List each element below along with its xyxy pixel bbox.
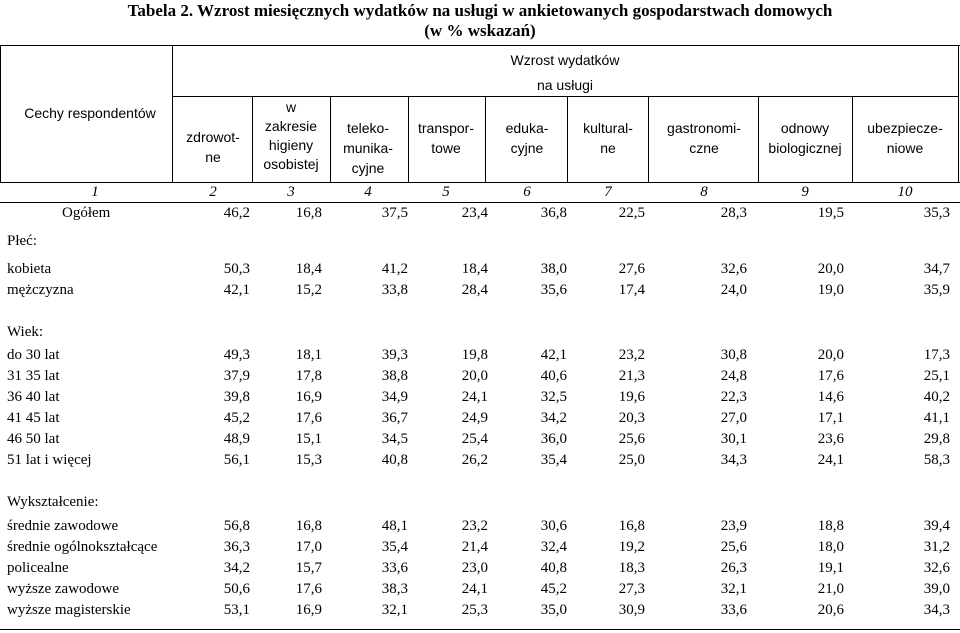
value-cell: 17,0 (295, 539, 322, 555)
value-cell: 56,8 (223, 518, 250, 534)
value-cell: 25,6 (618, 431, 645, 447)
value-cell: 24,1 (817, 452, 844, 468)
column-header-line: higieny (268, 137, 314, 153)
value-cell: 33,6 (381, 560, 408, 576)
value-cell: 36,3 (223, 539, 250, 555)
row-label: do 30 lat (7, 347, 60, 363)
value-cell: 27,0 (720, 410, 747, 426)
value-cell: 35,9 (923, 282, 950, 298)
column-header-line: biologicznej (768, 140, 842, 156)
value-cell: 38,8 (381, 368, 408, 384)
row-label: wyższe zawodowe (7, 581, 120, 597)
row-label: średnie ogólnokształcące (7, 539, 158, 555)
value-cell: 25,3 (461, 602, 488, 618)
value-cell: 48,9 (223, 431, 250, 447)
value-cell: 38,0 (540, 261, 567, 277)
value-cell: 46,2 (223, 205, 250, 221)
row-label: 51 lat i więcej (7, 452, 92, 468)
column-header-line: gastronomi- (667, 120, 741, 136)
value-cell: 50,6 (223, 581, 250, 597)
value-cell: 24,1 (461, 581, 488, 597)
value-cell: 18,0 (817, 539, 844, 555)
value-cell: 21,3 (618, 368, 645, 384)
column-header-line: teleko- (346, 120, 390, 136)
value-cell: 24,8 (720, 368, 747, 384)
value-cell: 25,1 (923, 368, 950, 384)
value-cell: 15,3 (295, 452, 322, 468)
value-cell: 25,4 (461, 431, 488, 447)
value-cell: 19,2 (618, 539, 645, 555)
value-cell: 21,0 (817, 581, 844, 597)
section-title: Wykształcenie: (7, 494, 99, 510)
column-header-line: cyjne (351, 160, 385, 176)
value-cell: 34,3 (720, 452, 747, 468)
value-cell: 32,6 (720, 261, 747, 277)
value-cell: 17,8 (295, 368, 322, 384)
value-cell: 23,6 (817, 431, 844, 447)
value-cell: 14,6 (817, 389, 844, 405)
value-cell: 30,8 (720, 347, 747, 363)
value-cell: 35,6 (540, 282, 567, 298)
column-header-line: transpor- (417, 120, 475, 136)
value-cell: 17,1 (817, 410, 844, 426)
value-cell: 20,3 (618, 410, 645, 426)
column-header (857, 118, 953, 158)
value-cell: 23,0 (461, 560, 488, 576)
table-title-line-2: (w % wskazań) (424, 21, 536, 40)
column-header-line: ne (205, 149, 221, 165)
row-label: 36 40 lat (7, 389, 60, 405)
row-label: kobieta (7, 261, 52, 277)
value-cell: 23,9 (720, 518, 747, 534)
value-cell: 19,0 (817, 282, 844, 298)
column-header-line: w (285, 99, 297, 115)
total-row-label: Ogółem (62, 205, 111, 221)
column-header-line: osobistej (263, 156, 319, 172)
group-header-line-1: Wzrost wydatków (510, 52, 620, 68)
value-cell: 18,1 (295, 347, 322, 363)
value-cell: 17,3 (923, 347, 950, 363)
column-header-line: niowe (886, 140, 924, 156)
value-cell: 18,4 (295, 261, 322, 277)
value-cell: 16,9 (295, 389, 322, 405)
value-cell: 18,4 (461, 261, 488, 277)
rule-bottom (0, 629, 960, 630)
value-cell: 40,6 (540, 368, 567, 384)
value-cell: 39,8 (223, 389, 250, 405)
value-cell: 36,8 (540, 205, 567, 221)
value-cell: 53,1 (223, 602, 250, 618)
column-header-line: zakresie (264, 118, 318, 134)
value-cell: 23,4 (461, 205, 488, 221)
value-cell: 16,8 (295, 518, 322, 534)
value-cell: 27,6 (618, 261, 645, 277)
value-cell: 24,0 (720, 282, 747, 298)
column-header (656, 118, 752, 158)
row-label: 41 45 lat (7, 410, 60, 426)
value-cell: 19,6 (618, 389, 645, 405)
table-title-line-1: Tabela 2. Wzrost miesięcznych wydatków na usługi w ankietowanych gospodarstwach domowych (127, 1, 833, 20)
value-cell: 33,6 (720, 602, 747, 618)
column-number: 2 (209, 184, 217, 200)
value-cell: 32,1 (720, 581, 747, 597)
row-label: średnie zawodowe (7, 518, 119, 534)
row-label: policealne (7, 560, 69, 576)
value-cell: 58,3 (923, 452, 950, 468)
value-cell: 29,8 (923, 431, 950, 447)
column-header-line: kultural- (583, 120, 633, 136)
value-cell: 25,6 (720, 539, 747, 555)
column-header-line: munika- (343, 140, 393, 156)
value-cell: 21,4 (461, 539, 488, 555)
column-header (757, 118, 853, 158)
value-cell: 24,1 (461, 389, 488, 405)
value-cell: 31,2 (923, 539, 950, 555)
value-cell: 16,9 (295, 602, 322, 618)
value-cell: 20,6 (817, 602, 844, 618)
value-cell: 40,8 (540, 560, 567, 576)
row-label: 46 50 lat (7, 431, 60, 447)
row-label: 31 35 lat (7, 368, 60, 384)
value-cell: 37,5 (381, 205, 408, 221)
value-cell: 34,3 (923, 602, 950, 618)
value-cell: 15,7 (295, 560, 322, 576)
value-cell: 20,0 (461, 368, 488, 384)
column-header-line: towe (431, 140, 461, 156)
value-cell: 17,6 (295, 581, 322, 597)
value-cell: 49,3 (223, 347, 250, 363)
column-number: 6 (523, 184, 531, 200)
section-title: Wiek: (7, 324, 44, 340)
column-number: 3 (287, 184, 295, 200)
value-cell: 32,4 (540, 539, 567, 555)
value-cell: 40,8 (381, 452, 408, 468)
section-title: Płeć: (7, 233, 37, 249)
value-cell: 33,8 (381, 282, 408, 298)
column-number: 7 (604, 184, 612, 200)
value-cell: 30,9 (618, 602, 645, 618)
value-cell: 26,3 (720, 560, 747, 576)
value-cell: 22,3 (720, 389, 747, 405)
value-cell: 16,8 (618, 518, 645, 534)
value-cell: 17,6 (817, 368, 844, 384)
column-header-line: ne (600, 140, 616, 156)
value-cell: 34,2 (223, 560, 250, 576)
value-cell: 42,1 (540, 347, 567, 363)
column-header-line: cyjne (510, 140, 544, 156)
value-cell: 19,8 (461, 347, 488, 363)
column-header-line: eduka- (505, 120, 549, 136)
value-cell: 25,0 (618, 452, 645, 468)
column-number: 10 (897, 184, 913, 200)
value-cell: 41,2 (381, 261, 408, 277)
value-cell: 35,3 (923, 205, 950, 221)
value-cell: 45,2 (540, 581, 567, 597)
column-header-line: zdrowot- (186, 129, 240, 145)
value-cell: 34,7 (923, 261, 950, 277)
group-header-line-2: na usługi (536, 77, 594, 93)
value-cell: 22,5 (618, 205, 645, 221)
row-label: wyższe magisterskie (7, 602, 131, 618)
value-cell: 45,2 (223, 410, 250, 426)
value-cell: 32,1 (381, 602, 408, 618)
rule-top (0, 45, 960, 46)
value-cell: 34,9 (381, 389, 408, 405)
value-cell: 20,0 (817, 261, 844, 277)
value-cell: 39,3 (381, 347, 408, 363)
column-header (560, 118, 656, 158)
column-header-line: ubezpiecze- (867, 120, 943, 136)
column-header-line: odnowy (780, 120, 830, 136)
value-cell: 23,2 (618, 347, 645, 363)
value-cell: 34,5 (381, 431, 408, 447)
respondents-header: Cechy respondentów (24, 105, 156, 121)
column-number: 5 (442, 184, 450, 200)
value-cell: 56,1 (223, 452, 250, 468)
value-cell: 23,2 (461, 518, 488, 534)
value-cell: 50,3 (223, 261, 250, 277)
value-cell: 30,1 (720, 431, 747, 447)
column-rule (958, 45, 959, 182)
value-cell: 24,9 (461, 410, 488, 426)
value-cell: 26,2 (461, 452, 488, 468)
value-cell: 17,6 (295, 410, 322, 426)
column-number: 4 (364, 184, 372, 200)
value-cell: 27,3 (618, 581, 645, 597)
value-cell: 48,1 (381, 518, 408, 534)
value-cell: 17,4 (618, 282, 645, 298)
value-cell: 41,1 (923, 410, 950, 426)
column-rule (0, 45, 1, 182)
value-cell: 28,4 (461, 282, 488, 298)
value-cell: 18,8 (817, 518, 844, 534)
value-cell: 36,7 (381, 410, 408, 426)
value-cell: 35,4 (540, 452, 567, 468)
value-cell: 39,0 (923, 581, 950, 597)
value-cell: 15,1 (295, 431, 322, 447)
value-cell: 20,0 (817, 347, 844, 363)
value-cell: 28,3 (720, 205, 747, 221)
column-number: 1 (91, 184, 99, 200)
value-cell: 34,2 (540, 410, 567, 426)
column-number: 9 (801, 184, 809, 200)
value-cell: 32,6 (923, 560, 950, 576)
value-cell: 36,0 (540, 431, 567, 447)
value-cell: 39,4 (923, 518, 950, 534)
value-cell: 32,5 (540, 389, 567, 405)
value-cell: 19,1 (817, 560, 844, 576)
value-cell: 15,2 (295, 282, 322, 298)
value-cell: 19,5 (817, 205, 844, 221)
row-label: mężczyzna (7, 282, 74, 298)
value-cell: 40,2 (923, 389, 950, 405)
value-cell: 37,9 (223, 368, 250, 384)
column-number: 8 (700, 184, 708, 200)
value-cell: 38,3 (381, 581, 408, 597)
value-cell: 30,6 (540, 518, 567, 534)
value-cell: 16,8 (295, 205, 322, 221)
value-cell: 35,0 (540, 602, 567, 618)
value-cell: 42,1 (223, 282, 250, 298)
column-header-line: czne (689, 140, 719, 156)
rule-group-header (172, 96, 958, 97)
value-cell: 35,4 (381, 539, 408, 555)
value-cell: 18,3 (618, 560, 645, 576)
